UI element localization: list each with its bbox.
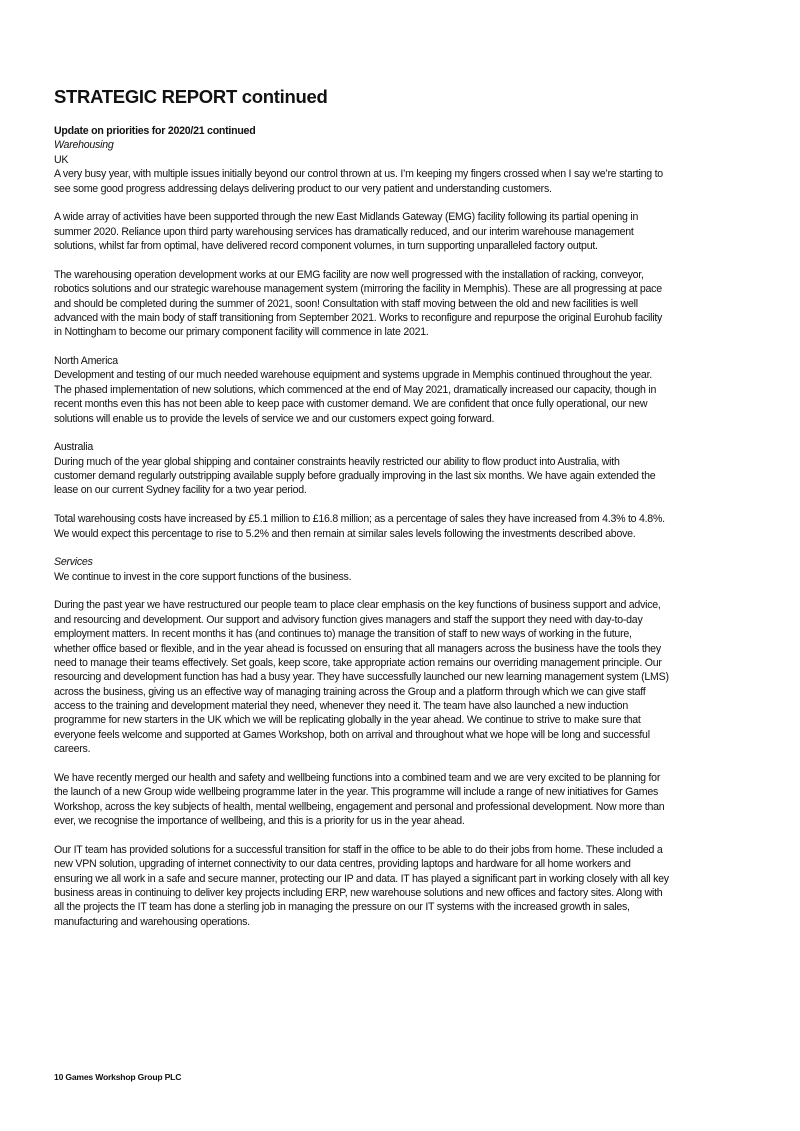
page-title: STRATEGIC REPORT continued xyxy=(54,86,328,107)
paragraph-spacer xyxy=(54,584,754,598)
text-line: all the projects the IT team has done a sterling job in managing the pressure on our IT systems with the increased growth in sales, xyxy=(54,901,630,914)
text-line: robotics solutions and our strategic warehouse management system (mirroring the facility in Memphis). These are all progressing at pace xyxy=(54,283,662,296)
text-line: and should be completed during the summer of 2021, soon! Consultation with staff moving between the old and new facilities is well xyxy=(54,297,638,310)
text-line: Services xyxy=(54,556,93,569)
paragraph xyxy=(54,570,754,584)
paragraph xyxy=(54,512,754,541)
region-heading xyxy=(54,153,754,167)
text-line: solutions will enable us to provide the levels of service we and our customers expect going forward. xyxy=(54,412,495,425)
paragraph xyxy=(54,455,754,498)
text-line: new VPN solution, upgrading of internet connectivity to our data centres, providing laptops and hardware for all home workers and xyxy=(54,858,631,871)
paragraph xyxy=(54,167,754,196)
section-heading xyxy=(54,124,754,138)
text-line: see some good progress addressing delays delivering product to our very patient and understanding customers. xyxy=(54,182,552,195)
page-footer: 10 Games Workshop Group PLC xyxy=(54,1072,182,1082)
text-line: in Nottingham to become our primary component facility will commence in late 2021. xyxy=(54,326,429,339)
text-line: solutions, whilst far from optimal, have delivered record component volumes, in turn supporting unparalleled factory output. xyxy=(54,240,598,252)
text-line: resourcing and development function has had a busy year. They have successfully launched our new learning management system (LMS) xyxy=(54,671,669,684)
text-line: advanced with the main body of staff transitioning from September 2021. Works to reconfigure and repurpose the original Eurohub facility xyxy=(54,311,663,324)
paragraph-spacer xyxy=(54,253,754,267)
text-line: Workshop, across the key subjects of health, mental wellbeing, engagement and personal and professional development. Now more than xyxy=(54,800,665,813)
text-line: North America xyxy=(54,355,118,367)
text-line: The phased implementation of new solutions, which commenced at the end of May 2021, dramatically increased our capacity, though in xyxy=(54,383,657,396)
paragraph-spacer xyxy=(54,757,754,771)
subsection-heading xyxy=(54,138,754,152)
text-line: Update on priorities for 2020/21 continued xyxy=(54,125,256,137)
paragraph-spacer xyxy=(54,498,754,512)
region-heading xyxy=(54,440,754,454)
paragraph xyxy=(54,598,754,756)
paragraph-spacer xyxy=(54,196,754,210)
text-line: and resourcing and development. Our support and advisory function gives managers and staff the support they need with day-to-day xyxy=(54,613,643,626)
text-line: Development and testing of our much needed warehouse equipment and systems upgrade in Memphis continued throughout the year. xyxy=(54,369,652,382)
text-line: lease on our current Sydney facility for a two year period. xyxy=(54,484,307,497)
paragraph-spacer xyxy=(54,828,754,842)
text-line: During the past year we have restructured our people team to place clear emphasis on the key functions of business support and advice, xyxy=(54,599,661,612)
text-line: A wide array of activities have been supported through the new East Midlands Gateway (EMG) facility following its partial opening in xyxy=(54,211,639,224)
text-line: manufacturing and warehousing operations. xyxy=(54,915,250,928)
text-line: access to the training and development material they need, whenever they need it. The team have also launched a new induction xyxy=(54,700,628,712)
text-line: Total warehousing costs have increased by £5.1 million to £16.8 million; as a percentage of sales they have increased from 4.3% to 4.8%. xyxy=(54,513,665,526)
paragraph xyxy=(54,368,754,426)
text-line: ensuring we all work in a safe and secure manner, protecting our IP and data. IT has played a significant part in working closely with all key xyxy=(54,872,669,885)
text-line: Our IT team has provided solutions for a successful transition for staff in the office to be able to do their jobs from home. These included a xyxy=(54,843,663,856)
region-heading xyxy=(54,354,754,368)
text-line: Australia xyxy=(54,441,93,454)
text-line: the launch of a new Group wide wellbeing programme later in the year. This programme will include a range of new initiatives for Games xyxy=(54,786,659,799)
text-line: everyone feels welcome and supported at Games Workshop, both on arrival and throughout what we hope will be long and successful xyxy=(54,728,650,741)
paragraph xyxy=(54,268,754,340)
paragraph xyxy=(54,210,754,253)
text-line: customer demand regularly outstripping available supply before gradually improving in the last six months. We have again extended the xyxy=(54,470,656,482)
text-line: whether office based or flexible, and in the year ahead is focussed on ensuring that all managers across the business have the tools they xyxy=(54,642,661,655)
paragraph-spacer xyxy=(54,426,754,440)
text-line: employment matters. In recent months it has (and continues to) manage the transition of staff to new ways of working in the future, xyxy=(54,628,632,641)
text-line: We would expect this percentage to rise to 5.2% and then remain at similar sales levels following the investments described above. xyxy=(54,527,636,540)
text-line: across the business, giving us an effective way of managing training across the Group and a platform through which we can give staff xyxy=(54,685,646,698)
text-line: business areas in continuing to deliver key projects including ERP, new warehouse solutions and new offices and factory sites. Along with xyxy=(54,886,663,899)
subsection-heading xyxy=(54,555,754,569)
text-line: The warehousing operation development works at our EMG facility are now well progressed with the installation of racking, conveyor, xyxy=(54,268,644,281)
paragraph-spacer xyxy=(54,541,754,555)
text-line: recent months even this has not been able to keep pace with customer demand. We are confident that once fully operational, our new xyxy=(54,398,648,411)
report-body xyxy=(54,124,754,929)
text-line: We have recently merged our health and safety and wellbeing functions into a combined team and we are very excited to be planning for xyxy=(54,771,661,784)
text-line: careers. xyxy=(54,743,91,756)
paragraph-spacer xyxy=(54,340,754,354)
text-line: During much of the year global shipping and container constraints heavily restricted our ability to flow product into Australia, with xyxy=(54,455,620,468)
text-line: programme for new starters in the UK which we will be replicating globally in the year ahead. We continue to strive to make sure that xyxy=(54,714,641,727)
text-line: summer 2020. Reliance upon third party warehousing services has dramatically reduced, and our interim warehouse management xyxy=(54,225,634,238)
text-line: ever, we recognise the importance of wellbeing, and this is a priority for us in the year ahead. xyxy=(54,815,465,827)
text-line: We continue to invest in the core support functions of the business. xyxy=(54,570,352,583)
paragraph xyxy=(54,771,754,829)
paragraph xyxy=(54,843,754,929)
text-line: need to manage their teams effectively. Set goals, keep score, take appropriate action remains our overriding management principle. Our xyxy=(54,656,662,669)
text-line: UK xyxy=(54,153,69,166)
text-line: Warehousing xyxy=(54,139,114,152)
text-line: A very busy year, with multiple issues initially beyond our control thrown at us. I’m keeping my fingers crossed when I say we’re starting to xyxy=(54,168,663,181)
